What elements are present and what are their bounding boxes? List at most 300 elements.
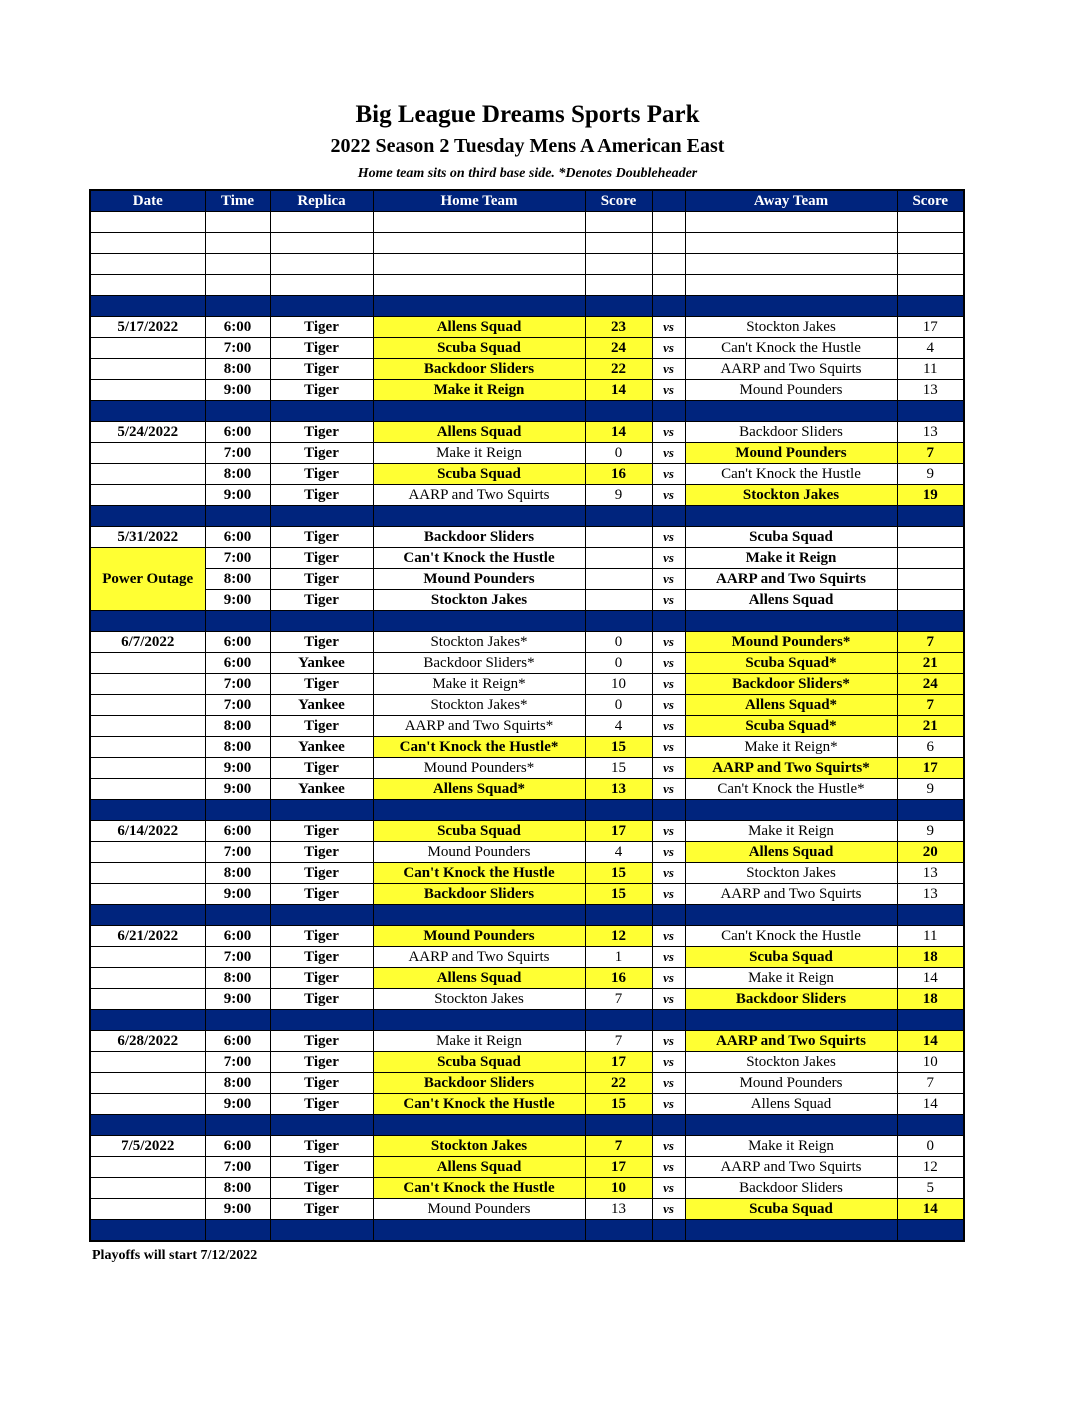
date-cell-empty (90, 968, 205, 989)
table-row (90, 1094, 964, 1115)
date-cell-empty (90, 758, 205, 779)
separator-cell (205, 506, 270, 527)
date-cell: 6/28/2022 (90, 1031, 205, 1052)
home-score-cell: 14 (585, 422, 652, 443)
header-row (90, 190, 964, 212)
time-cell: 8:00 (205, 569, 270, 590)
replica-cell: Tiger (270, 968, 373, 989)
replica-cell: Tiger (270, 632, 373, 653)
vs-cell: vs (652, 842, 685, 863)
away-team-cell: Allens Squad (685, 842, 897, 863)
home-team-cell: Backdoor Sliders (373, 527, 585, 548)
away-score-cell: 13 (897, 380, 964, 401)
away-score-cell: 13 (897, 422, 964, 443)
date-cell-empty (90, 737, 205, 758)
vs-cell: vs (652, 863, 685, 884)
home-score-cell (585, 569, 652, 590)
home-score-cell: 12 (585, 926, 652, 947)
date-cell-empty (90, 338, 205, 359)
vs-cell: vs (652, 317, 685, 338)
home-score-cell: 24 (585, 338, 652, 359)
vs-cell: vs (652, 1094, 685, 1115)
blank-cell (270, 233, 373, 254)
away-team-cell: Can't Knock the Hustle (685, 338, 897, 359)
table-row (90, 695, 964, 716)
blank-cell (270, 254, 373, 275)
time-cell: 7:00 (205, 947, 270, 968)
blank-cell (685, 275, 897, 296)
separator-cell (90, 1115, 205, 1136)
separator-cell (90, 1010, 205, 1031)
time-cell: 6:00 (205, 422, 270, 443)
away-score-cell: 21 (897, 653, 964, 674)
separator-cell (373, 296, 585, 317)
separator-cell (685, 296, 897, 317)
date-cell-empty (90, 863, 205, 884)
home-score-cell: 15 (585, 863, 652, 884)
home-score-cell: 23 (585, 317, 652, 338)
home-team-cell: Backdoor Sliders (373, 1073, 585, 1094)
home-score-cell: 9 (585, 485, 652, 506)
away-score-cell: 7 (897, 632, 964, 653)
separator-cell (205, 800, 270, 821)
home-team-cell: Mound Pounders (373, 926, 585, 947)
home-team-cell: Scuba Squad (373, 338, 585, 359)
time-cell: 9:00 (205, 989, 270, 1010)
table-row (90, 1073, 964, 1094)
away-team-cell: Scuba Squad* (685, 716, 897, 737)
home-score-cell: 14 (585, 380, 652, 401)
home-score-cell: 13 (585, 1199, 652, 1220)
page-subtitle: 2022 Season 2 Tuesday Mens A American East (330, 135, 725, 157)
separator-row (90, 506, 964, 527)
date-cell: 6/14/2022 (90, 821, 205, 842)
table-row (90, 527, 964, 548)
blank-row (90, 233, 964, 254)
date-cell-empty (90, 1157, 205, 1178)
away-score-cell: 5 (897, 1178, 964, 1199)
home-team-cell: Mound Pounders* (373, 758, 585, 779)
separator-cell (205, 296, 270, 317)
away-team-cell: Scuba Squad (685, 947, 897, 968)
away-score-cell: 11 (897, 926, 964, 947)
blank-cell (685, 254, 897, 275)
col-header-date: Date (90, 190, 205, 212)
vs-cell: vs (652, 884, 685, 905)
table-row (90, 1052, 964, 1073)
date-cell: 6/7/2022 (90, 632, 205, 653)
time-cell: 8:00 (205, 1073, 270, 1094)
separator-cell (685, 611, 897, 632)
vs-cell: vs (652, 926, 685, 947)
vs-cell: vs (652, 338, 685, 359)
date-cell-empty (90, 695, 205, 716)
away-team-cell: Stockton Jakes (685, 317, 897, 338)
blank-cell (205, 275, 270, 296)
table-row (90, 1178, 964, 1199)
home-score-cell: 7 (585, 1031, 652, 1052)
replica-cell: Tiger (270, 926, 373, 947)
away-team-cell: Can't Knock the Hustle* (685, 779, 897, 800)
away-score-cell: 9 (897, 464, 964, 485)
vs-cell: vs (652, 968, 685, 989)
replica-cell: Yankee (270, 779, 373, 800)
vs-cell: vs (652, 569, 685, 590)
separator-cell (585, 611, 652, 632)
separator-row (90, 800, 964, 821)
away-score-cell: 13 (897, 863, 964, 884)
vs-cell: vs (652, 443, 685, 464)
separator-row (90, 401, 964, 422)
blank-cell (373, 275, 585, 296)
col-header-home-score: Score (585, 190, 652, 212)
blank-cell (373, 233, 585, 254)
time-cell: 7:00 (205, 1157, 270, 1178)
vs-cell: vs (652, 737, 685, 758)
blank-cell (373, 254, 585, 275)
separator-cell (205, 401, 270, 422)
home-team-cell: Mound Pounders (373, 842, 585, 863)
separator-cell (373, 800, 585, 821)
home-team-cell: Can't Knock the Hustle* (373, 737, 585, 758)
away-score-cell: 14 (897, 968, 964, 989)
vs-cell: vs (652, 485, 685, 506)
home-team-cell: Stockton Jakes* (373, 695, 585, 716)
away-team-cell: Stockton Jakes (685, 485, 897, 506)
home-team-cell: Can't Knock the Hustle (373, 1178, 585, 1199)
away-score-cell: 14 (897, 1094, 964, 1115)
vs-cell: vs (652, 380, 685, 401)
separator-cell (897, 296, 964, 317)
home-score-cell: 10 (585, 674, 652, 695)
home-team-cell: Scuba Squad (373, 464, 585, 485)
home-team-cell: Allens Squad (373, 968, 585, 989)
separator-cell (270, 506, 373, 527)
time-cell: 8:00 (205, 1178, 270, 1199)
home-team-cell: Allens Squad* (373, 779, 585, 800)
home-team-cell: Make it Reign (373, 1031, 585, 1052)
home-score-cell: 17 (585, 1157, 652, 1178)
replica-cell: Tiger (270, 1136, 373, 1157)
away-team-cell: AARP and Two Squirts (685, 884, 897, 905)
home-team-cell: Make it Reign (373, 443, 585, 464)
date-cell-empty (90, 884, 205, 905)
time-cell: 8:00 (205, 359, 270, 380)
away-team-cell: Scuba Squad* (685, 653, 897, 674)
vs-cell: vs (652, 1199, 685, 1220)
time-cell: 9:00 (205, 758, 270, 779)
away-score-cell: 24 (897, 674, 964, 695)
replica-cell: Tiger (270, 359, 373, 380)
home-team-cell: Allens Squad (373, 1157, 585, 1178)
home-score-cell (585, 590, 652, 611)
date-cell: 6/21/2022 (90, 926, 205, 947)
home-team-cell: Stockton Jakes (373, 989, 585, 1010)
blank-cell (685, 212, 897, 233)
home-score-cell: 16 (585, 968, 652, 989)
home-score-cell: 0 (585, 653, 652, 674)
time-cell: 9:00 (205, 884, 270, 905)
away-score-cell (897, 590, 964, 611)
separator-cell (373, 611, 585, 632)
vs-cell: vs (652, 716, 685, 737)
home-score-cell: 13 (585, 779, 652, 800)
home-score-cell (585, 548, 652, 569)
replica-cell: Yankee (270, 695, 373, 716)
away-score-cell (897, 548, 964, 569)
replica-cell: Tiger (270, 590, 373, 611)
separator-cell (373, 1220, 585, 1242)
replica-cell: Tiger (270, 1178, 373, 1199)
home-team-cell: Allens Squad (373, 317, 585, 338)
replica-cell: Tiger (270, 569, 373, 590)
blank-cell (90, 275, 205, 296)
separator-cell (270, 401, 373, 422)
home-score-cell: 10 (585, 1178, 652, 1199)
separator-cell (373, 905, 585, 926)
away-team-cell: Allens Squad (685, 1094, 897, 1115)
table-row (90, 926, 964, 947)
away-score-cell (897, 527, 964, 548)
blank-cell (897, 233, 964, 254)
time-cell: 9:00 (205, 485, 270, 506)
away-score-cell: 9 (897, 779, 964, 800)
blank-cell (585, 233, 652, 254)
time-cell: 7:00 (205, 443, 270, 464)
separator-cell (270, 1010, 373, 1031)
replica-cell: Tiger (270, 884, 373, 905)
time-cell: 7:00 (205, 1052, 270, 1073)
separator-cell (373, 1115, 585, 1136)
blank-cell (90, 233, 205, 254)
home-team-cell: AARP and Two Squirts (373, 485, 585, 506)
blank-row (90, 254, 964, 275)
date-cell-empty (90, 1052, 205, 1073)
vs-cell: vs (652, 821, 685, 842)
separator-cell (685, 506, 897, 527)
table-row (90, 737, 964, 758)
separator-row (90, 905, 964, 926)
blank-cell (652, 233, 685, 254)
table-row (90, 380, 964, 401)
table-row (90, 674, 964, 695)
away-score-cell: 14 (897, 1031, 964, 1052)
blank-cell (652, 254, 685, 275)
separator-cell (90, 296, 205, 317)
table-row (90, 1031, 964, 1052)
table-row (90, 1199, 964, 1220)
separator-cell (652, 296, 685, 317)
separator-cell (652, 1220, 685, 1242)
away-team-cell: Stockton Jakes (685, 1052, 897, 1073)
power-outage-note: Power Outage (90, 548, 205, 611)
home-score-cell: 17 (585, 821, 652, 842)
time-cell: 7:00 (205, 674, 270, 695)
table-row (90, 863, 964, 884)
home-team-cell: Scuba Squad (373, 821, 585, 842)
blank-cell (205, 212, 270, 233)
blank-cell (585, 212, 652, 233)
table-row (90, 632, 964, 653)
away-team-cell: Allens Squad* (685, 695, 897, 716)
vs-cell: vs (652, 1073, 685, 1094)
date-cell-empty (90, 653, 205, 674)
away-team-cell: Can't Knock the Hustle (685, 464, 897, 485)
separator-cell (685, 401, 897, 422)
blank-cell (652, 275, 685, 296)
time-cell: 9:00 (205, 779, 270, 800)
col-header-replica: Replica (270, 190, 373, 212)
replica-cell: Tiger (270, 989, 373, 1010)
date-cell-empty (90, 842, 205, 863)
home-score-cell: 15 (585, 1094, 652, 1115)
time-cell: 6:00 (205, 317, 270, 338)
away-score-cell: 13 (897, 884, 964, 905)
separator-row (90, 1115, 964, 1136)
away-score-cell: 9 (897, 821, 964, 842)
table-row (90, 989, 964, 1010)
separator-cell (585, 905, 652, 926)
time-cell: 7:00 (205, 842, 270, 863)
away-score-cell: 0 (897, 1136, 964, 1157)
separator-cell (270, 1115, 373, 1136)
away-team-cell: Make it Reign (685, 821, 897, 842)
time-cell: 9:00 (205, 590, 270, 611)
away-team-cell: Can't Knock the Hustle (685, 926, 897, 947)
separator-cell (270, 296, 373, 317)
separator-cell (585, 506, 652, 527)
date-cell-empty (90, 485, 205, 506)
home-score-cell: 15 (585, 884, 652, 905)
replica-cell: Tiger (270, 422, 373, 443)
date-cell-empty (90, 1073, 205, 1094)
separator-cell (652, 401, 685, 422)
replica-cell: Tiger (270, 1031, 373, 1052)
replica-cell: Tiger (270, 443, 373, 464)
replica-cell: Tiger (270, 758, 373, 779)
away-team-cell: AARP and Two Squirts (685, 1157, 897, 1178)
time-cell: 8:00 (205, 464, 270, 485)
away-score-cell: 14 (897, 1199, 964, 1220)
table-row (90, 485, 964, 506)
time-cell: 9:00 (205, 380, 270, 401)
table-row (90, 884, 964, 905)
date-cell-empty (90, 779, 205, 800)
separator-cell (205, 1220, 270, 1242)
table-row (90, 422, 964, 443)
table-row (90, 758, 964, 779)
separator-cell (685, 800, 897, 821)
separator-cell (897, 401, 964, 422)
schedule-table (89, 189, 965, 1242)
away-team-cell: Backdoor Sliders (685, 422, 897, 443)
separator-cell (897, 800, 964, 821)
page-note: Home team sits on third base side. *Denotes Doubleheader (357, 166, 698, 181)
home-team-cell: Stockton Jakes (373, 590, 585, 611)
separator-cell (652, 1115, 685, 1136)
table-row (90, 590, 964, 611)
blank-cell (205, 254, 270, 275)
date-cell-empty (90, 464, 205, 485)
time-cell: 8:00 (205, 863, 270, 884)
away-score-cell: 20 (897, 842, 964, 863)
away-team-cell: Backdoor Sliders* (685, 674, 897, 695)
date-cell: 5/17/2022 (90, 317, 205, 338)
replica-cell: Tiger (270, 947, 373, 968)
time-cell: 8:00 (205, 716, 270, 737)
separator-cell (205, 1010, 270, 1031)
table-row (90, 947, 964, 968)
separator-row (90, 611, 964, 632)
away-team-cell: Stockton Jakes (685, 863, 897, 884)
vs-cell: vs (652, 1031, 685, 1052)
home-team-cell: Mound Pounders (373, 1199, 585, 1220)
vs-cell: vs (652, 674, 685, 695)
time-cell: 6:00 (205, 527, 270, 548)
separator-cell (897, 1010, 964, 1031)
date-cell-empty (90, 359, 205, 380)
table-row (90, 779, 964, 800)
vs-cell: vs (652, 548, 685, 569)
home-team-cell: Make it Reign* (373, 674, 585, 695)
home-team-cell: Can't Knock the Hustle (373, 863, 585, 884)
table-row (90, 464, 964, 485)
separator-cell (897, 1220, 964, 1242)
separator-cell (90, 800, 205, 821)
away-team-cell: Mound Pounders (685, 1073, 897, 1094)
separator-cell (652, 506, 685, 527)
home-team-cell: Stockton Jakes* (373, 632, 585, 653)
col-header-away-score: Score (897, 190, 964, 212)
replica-cell: Tiger (270, 1052, 373, 1073)
home-score-cell: 7 (585, 989, 652, 1010)
away-score-cell: 7 (897, 1073, 964, 1094)
vs-cell: vs (652, 947, 685, 968)
home-team-cell: Backdoor Sliders* (373, 653, 585, 674)
away-score-cell: 7 (897, 443, 964, 464)
schedule-body (90, 212, 964, 1242)
home-team-cell: Mound Pounders (373, 569, 585, 590)
time-cell: 7:00 (205, 548, 270, 569)
table-row (90, 338, 964, 359)
separator-cell (652, 611, 685, 632)
date-cell-empty (90, 1094, 205, 1115)
blank-cell (897, 212, 964, 233)
away-team-cell: Scuba Squad (685, 1199, 897, 1220)
separator-cell (897, 905, 964, 926)
replica-cell: Tiger (270, 464, 373, 485)
away-team-cell: Mound Pounders (685, 443, 897, 464)
col-header-away-team: Away Team (685, 190, 897, 212)
vs-cell: vs (652, 1136, 685, 1157)
home-team-cell: Allens Squad (373, 422, 585, 443)
replica-cell: Yankee (270, 653, 373, 674)
separator-cell (585, 1115, 652, 1136)
separator-cell (685, 905, 897, 926)
blank-row (90, 275, 964, 296)
replica-cell: Tiger (270, 527, 373, 548)
table-row (90, 317, 964, 338)
separator-cell (90, 905, 205, 926)
replica-cell: Tiger (270, 821, 373, 842)
date-cell-empty (90, 443, 205, 464)
time-cell: 7:00 (205, 695, 270, 716)
separator-cell (685, 1010, 897, 1031)
table-row (90, 569, 964, 590)
vs-cell: vs (652, 464, 685, 485)
home-score-cell: 22 (585, 1073, 652, 1094)
blank-cell (205, 233, 270, 254)
